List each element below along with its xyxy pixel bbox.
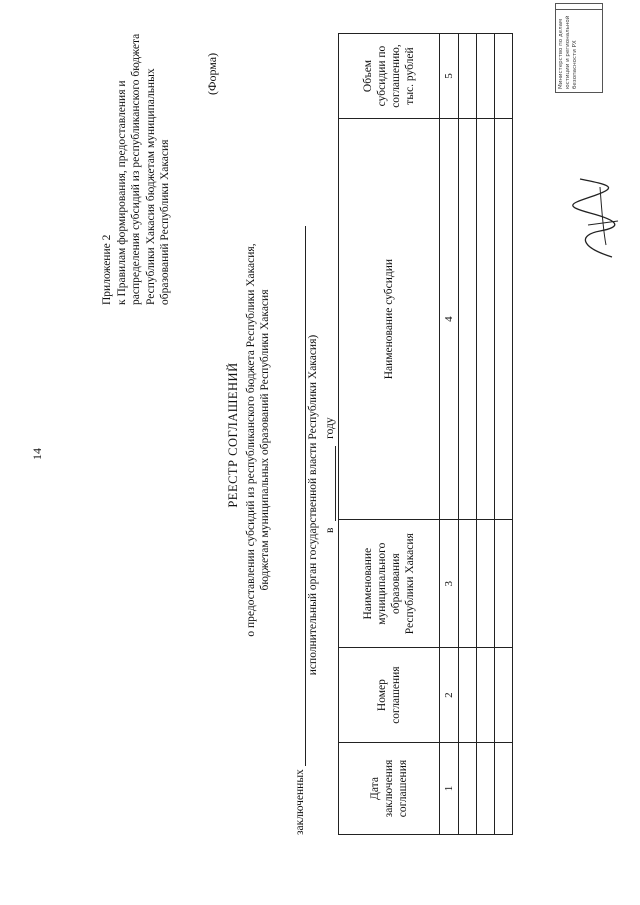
table-cell: [459, 520, 477, 648]
table-cell: [459, 648, 477, 743]
appendix-line: образований Республики Хакасия: [159, 139, 171, 305]
column-number: 2: [440, 648, 459, 743]
appendix-line: распределения субсидий из республиканского бюджета: [130, 33, 142, 305]
table-cell: [495, 743, 513, 835]
signature-mark: [560, 175, 630, 265]
appendix-line: к Правилам формирования, предоставления и: [115, 80, 128, 305]
table-cell: [495, 34, 513, 119]
table-cell: [477, 520, 495, 648]
column-number-row: [440, 34, 459, 835]
header-date: Дата заключения соглашения: [339, 743, 440, 835]
concluded-blank-field: [294, 226, 306, 766]
column-number: 5: [440, 34, 459, 119]
table-cell: [477, 119, 495, 520]
concluded-line: [294, 226, 306, 835]
table-cell: [459, 119, 477, 520]
year-prefix: в: [324, 527, 336, 533]
registry-table: [338, 33, 513, 835]
table-cell: [495, 119, 513, 520]
table-header-row: [339, 34, 440, 835]
appendix-line: Приложение 2: [101, 234, 113, 305]
year-suffix: году: [324, 417, 336, 439]
header-number: Номер соглашения: [339, 648, 440, 743]
table-cell: [495, 520, 513, 648]
document-title: РЕЕСТР СОГЛАШЕНИЙ: [226, 362, 240, 508]
subtitle-line: бюджетам муниципальных образований Республики Хакасия: [259, 289, 271, 591]
page-number: 14: [30, 448, 44, 460]
column-number: 1: [440, 743, 459, 835]
document-subtitle: [244, 205, 272, 675]
year-blank-field: [324, 446, 336, 521]
table-row: [459, 34, 477, 835]
stamp-line: Министерство по делам: [558, 18, 564, 89]
table-cell: [495, 648, 513, 743]
column-number: 4: [440, 119, 459, 520]
form-label: (Форма): [205, 52, 219, 95]
registration-stamp: [555, 3, 603, 93]
appendix-block: [100, 5, 173, 305]
column-number: 3: [440, 520, 459, 648]
table-cell: [459, 743, 477, 835]
stamp-divider: [556, 6, 602, 10]
stamp-line: безопасности РХ: [572, 40, 578, 89]
year-line: [324, 417, 336, 533]
concluded-label: заключенных: [294, 769, 306, 835]
table-row: [477, 34, 495, 835]
header-municipality: Наименование муниципального образования Республики Хакасия: [339, 520, 440, 648]
table-row: [495, 34, 513, 835]
table-cell: [477, 648, 495, 743]
subtitle-line: о предоставлении субсидий из республиканского бюджета Республики Хакасия,: [245, 243, 257, 637]
header-subsidy-name: Наименование субсидии: [339, 119, 440, 520]
header-subsidy-amount: Объем субсидии по соглашению, тыс. рублей: [339, 34, 440, 119]
stamp-line: юстиции и региональной: [565, 15, 571, 89]
appendix-line: Республики Хакасия бюджетам муниципальных: [144, 68, 157, 305]
table-cell: [459, 34, 477, 119]
authority-caption: исполнительный орган государственной власти Республики Хакасия): [307, 334, 319, 676]
table-cell: [477, 743, 495, 835]
table-cell: [477, 34, 495, 119]
